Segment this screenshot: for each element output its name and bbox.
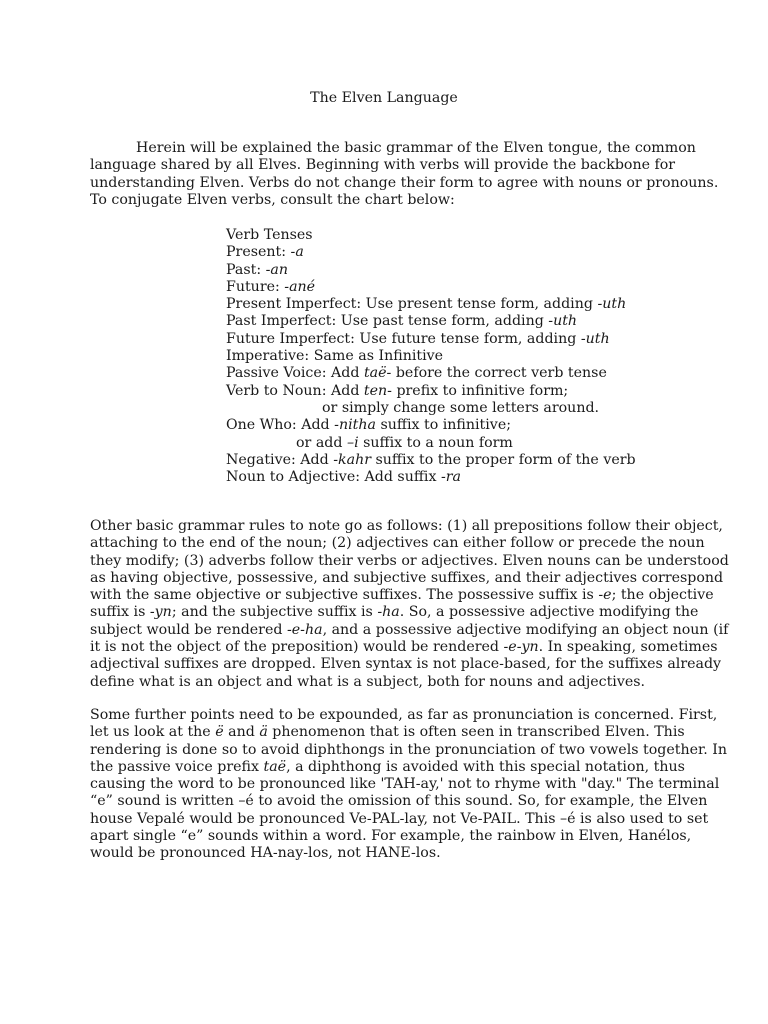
tense-past — [226, 262, 636, 279]
grammar-text: ; and the subjective suffix is — [171, 604, 378, 621]
tense-suffix: -kahr — [333, 451, 371, 468]
pronunciation-text: phenomenon that is often seen in transcribed Elven. This rendering is done so to avoid diphthongs in the pronunciation of two vowels together. In the passive voice prefix — [90, 724, 727, 775]
tense-note: suffix to a noun form — [358, 434, 513, 451]
tense-suffix: -ané — [284, 278, 316, 295]
tense-verb-to-noun — [226, 383, 636, 400]
intro-paragraph — [90, 140, 730, 209]
grammar-suffix: -e-ha — [286, 621, 323, 638]
tense-suffix: ten- — [363, 382, 392, 399]
tense-passive-voice — [226, 365, 636, 382]
tense-suffix: taë- — [363, 365, 392, 382]
tense-label: Noun to Adjective: Add suffix — [226, 469, 441, 486]
grammar-text: Other basic grammar rules to note go as follows: (1) all prepositions follow their object, attaching to the end of the noun; (2) adjectives can either follow or precede the noun they modify; (3) adverbs follow their verbs or adjectives. Elven nouns can be understood as having objective, possessive, and subjective suffixes, and their adjectives correspond with the same objective or subjective suffixes. The possessive suffix is — [90, 518, 729, 604]
grammar-text: . So, a possessive adjective modifying the subject would be rendered — [90, 604, 699, 638]
tense-one-who-continuation — [226, 435, 636, 452]
tense-note: suffix to the proper form of the verb — [371, 451, 636, 468]
tense-present — [226, 244, 636, 261]
tense-heading: Verb Tenses — [226, 227, 313, 243]
pronunciation-paragraph — [90, 707, 730, 863]
tense-suffix: -nitha — [334, 417, 376, 434]
pronunciation-text: and — [223, 724, 260, 741]
tense-note: suffix to infinitive; — [375, 417, 511, 434]
tense-suffix: -uth — [597, 296, 627, 313]
tense-label: Future: — [226, 278, 285, 295]
pronunciation-glyph: taë — [263, 758, 287, 775]
grammar-suffix: -e — [598, 587, 612, 604]
intro-text: Herein will be explained the basic grammar of the Elven tongue, the common language shared by all Elves. Beginning with verbs will provide the backbone for understanding Elven. Verbs do not change their form to agree with nouns or pronouns. To conjugate Elven verbs, consult the chart below: — [90, 140, 719, 208]
tense-future — [226, 279, 636, 296]
tense-label: Passive Voice: Add — [226, 365, 364, 382]
tense-note: prefix to infinitive form; — [391, 382, 569, 399]
tense-label: One Who: Add — [226, 417, 335, 434]
tense-negative — [226, 452, 636, 469]
grammar-suffix: -e-yn — [503, 639, 539, 656]
tense-label: Present: — [226, 244, 291, 261]
tense-suffix: –i — [346, 434, 359, 451]
tense-label: Past Imperfect: Use past tense form, adding — [226, 313, 549, 330]
tense-label: Negative: Add — [226, 451, 334, 468]
grammar-text: . In speaking, sometimes adjectival suffixes are dropped. Elven syntax is not place-based, for the suffixes already define what is an object and what is a subject, both for nouns and adjectives. — [90, 639, 722, 690]
verb-tense-chart — [226, 227, 636, 486]
tense-one-who — [226, 417, 636, 434]
tense-label: Present Imperfect: Use present tense form, adding — [226, 296, 598, 313]
grammar-paragraph — [90, 518, 730, 691]
grammar-text: ; the objective suffix is — [90, 587, 714, 621]
tense-suffix: -a — [290, 244, 304, 261]
pronunciation-glyph: ë — [215, 724, 224, 741]
tense-imperative: Imperative: Same as Infinitive — [226, 348, 444, 365]
tense-label: Future Imperfect: Use future tense form, adding — [226, 330, 581, 347]
pronunciation-text: Some further points need to be expounded, as far as pronunciation is concerned. First, let us look at the — [90, 707, 718, 741]
tense-label: Past: — [226, 261, 266, 278]
tense-future-imperfect — [226, 331, 636, 348]
tense-verb-to-noun-continuation: or simply change some letters around. — [322, 399, 600, 416]
tense-present-imperfect — [226, 296, 636, 313]
tense-noun-to-adjective — [226, 469, 636, 486]
grammar-text: , and a possessive adjective modifying an object noun (if it is not the object of the preposition) would be rendered — [90, 621, 729, 656]
tense-suffix: -uth — [548, 313, 578, 330]
grammar-suffix: -ha — [377, 604, 400, 621]
tense-past-imperfect — [226, 313, 636, 330]
tense-suffix: -an — [265, 261, 289, 278]
tense-suffix: -uth — [580, 330, 610, 347]
grammar-suffix: -yn — [149, 604, 172, 621]
tense-suffix: -ra — [440, 469, 462, 486]
tense-label: or add — [296, 434, 347, 451]
pronunciation-text: , a diphthong is avoided with this special notation, thus causing the word to be pronounced like 'TAH-ay,' not to rhyme with "day." The terminal “e” sound is written –é to avoid the omission of this sound. So, for example, the Elven house Vepalé would be pronounced Ve-PAL-lay, not Ve-PAIL. This –é is also used to set apart single “e” sounds within a word. For example, the rainbow in Elven, Hanélos, would be pronounced HA-nay-los, not HANE-los. — [90, 758, 720, 862]
pronunciation-glyph: ä — [259, 724, 268, 741]
tense-note: before the correct verb tense — [391, 365, 607, 382]
tense-label: Verb to Noun: Add — [226, 382, 364, 399]
document-title: The Elven Language — [310, 90, 458, 106]
